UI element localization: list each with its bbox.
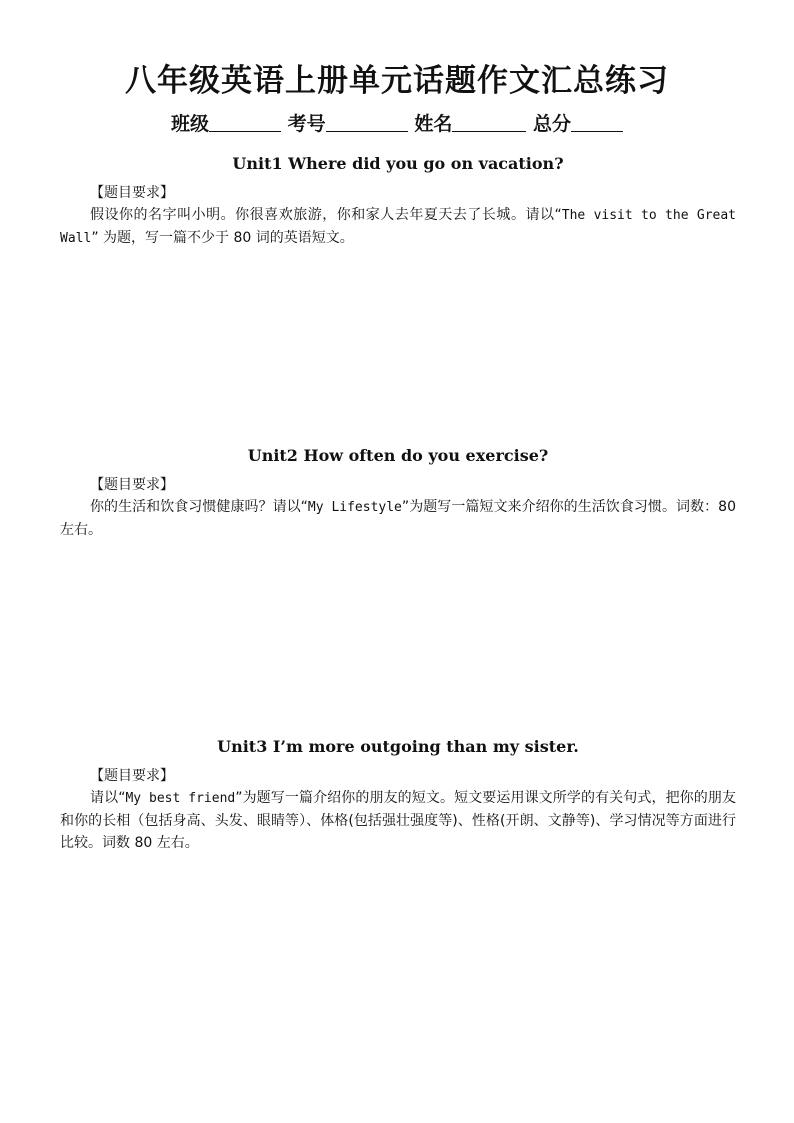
unit-2-requirement-label: 【题目要求】 [90, 477, 174, 493]
class-blank[interactable] [209, 111, 281, 132]
unit-1-requirement-label: 【题目要求】 [90, 185, 174, 201]
unit-2-requirement-text: 你的生活和饮食习惯健康吗？请以“My Lifestyle”为题写一篇短文来介绍你的生活饮食习惯。词数：80 左右。 [60, 499, 736, 538]
exam-number-blank[interactable] [326, 111, 408, 132]
document-title: 八年级英语上册单元话题作文汇总练习 [125, 63, 669, 99]
unit-1-section [60, 152, 736, 250]
total-score-label: 总分 [532, 113, 571, 135]
unit-2-heading: Unit2 How often do you exercise? [247, 446, 549, 465]
student-info-line [0, 110, 794, 138]
unit-3-requirement-label: 【题目要求】 [90, 768, 174, 784]
name-label: 姓名 [414, 113, 453, 135]
unit-3-heading: Unit3 I’m more outgoing than my sister. [217, 737, 579, 756]
unit-1-heading: Unit1 Where did you go on vacation? [232, 154, 564, 173]
unit-1-requirement-text: 假设你的名字叫小明。你很喜欢旅游，你和家人去年夏天去了长城。请以“The visit to the Great Wall” 为题，写一篇不少于 80 词的英语短文。 [60, 207, 736, 246]
class-label: 班级 [171, 113, 210, 135]
total-score-blank[interactable] [571, 111, 623, 132]
exam-number-label: 考号 [287, 113, 326, 135]
name-blank[interactable] [452, 111, 526, 132]
unit-3-requirement-text: 请以“My best friend”为题写一篇介绍你的朋友的短文。短文要运用课文所学的有关句式，把你的朋友和你的长相（包括身高、头发、眼睛等）、体格(包括强壮强度等)、性格(开朗、文静等)、学习情况等方面进行比较。词数 80 左右。 [60, 790, 736, 851]
unit-3-section [60, 735, 736, 854]
unit-2-section [60, 444, 736, 541]
